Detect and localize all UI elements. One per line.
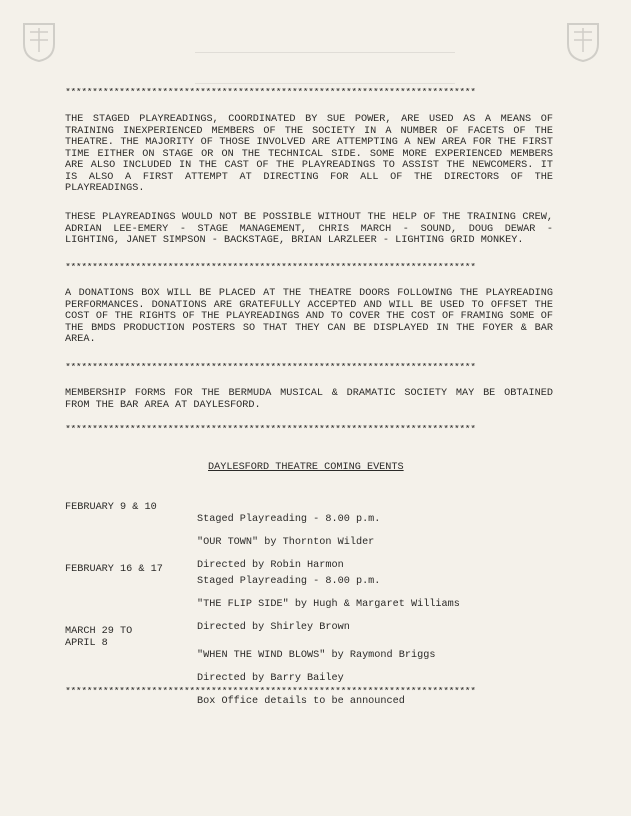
event-date: FEBRUARY 16 & 17 xyxy=(65,564,163,575)
event-line: Staged Playreading - 8.00 p.m. xyxy=(197,575,381,587)
event-line: Box Office details to be announced xyxy=(197,695,405,707)
event-line: Directed by Shirley Brown xyxy=(197,621,350,633)
event-line: "OUR TOWN" by Thornton Wilder xyxy=(197,536,375,548)
paragraph-playreadings: THE STAGED PLAYREADINGS, COORDINATED BY SUE POWER, ARE USED AS A MEANS OF TRAINING INEXPERIENCED MEMBERS OF THE SOCIETY IN A NUMBER OF FACETS OF THE THEATRE. THE MAJORITY OF THOSE INVOLVED ARE ATTEMPTING A NEW AREA FOR THE FIRST TIME EITHER ON STAGE OR ON THE TECHNICAL SIDE. SOME MORE EXPERIENCED MEMBERS ARE ALSO INCLUDED IN THE CAST OF THE PLAYREADINGS TO ASSIST THE NEWCOMERS. IT IS ALSO A FIRST ATTEMPT AT DIRECTING FOR ALL OF THE DIRECTORS OF THE PLAYREADINGS. xyxy=(65,114,560,194)
event-line: Staged Playreading - 8.00 p.m. xyxy=(197,513,381,525)
event-date: MARCH 29 TO APRIL 8 xyxy=(65,626,133,649)
event-date: FEBRUARY 9 & 10 xyxy=(65,502,157,513)
paragraph-donations: A DONATIONS BOX WILL BE PLACED AT THE THEATRE DOORS FOLLOWING THE PLAYREADING PERFORMANCES. DONATIONS ARE GRATEFULLY ACCEPTED AND WILL BE USED TO OFFSET THE COST OF THE RIGHTS OF THE PLAYREADINGS AND TO COVER THE COST OF FRAMING SOME OF THE BMDS PRODUCTION POSTERS SO THAT THEY CAN BE DISPLAYED IN THE FOYER & BAR AREA. xyxy=(65,288,560,345)
paragraph-membership: MEMBERSHIP FORMS FOR THE BERMUDA MUSICAL & DRAMATIC SOCIETY MAY BE OBTAINED FROM THE BAR AREA AT DAYLESFORD. xyxy=(65,388,560,411)
event-line: Directed by Barry Bailey xyxy=(197,672,344,684)
event-line: Directed by Robin Harmon xyxy=(197,559,344,571)
separator-3: **************************************************************************** xyxy=(65,363,476,374)
separator-1: **************************************************************************** xyxy=(65,88,476,99)
crest-right-icon xyxy=(566,22,600,62)
event-details xyxy=(197,564,537,645)
separator-4: **************************************************************************** xyxy=(65,425,476,436)
event-details xyxy=(197,638,537,719)
separator-5: **************************************************************************** xyxy=(65,687,476,698)
separator-2: **************************************************************************** xyxy=(65,263,476,274)
paragraph-training-crew: THESE PLAYREADINGS WOULD NOT BE POSSIBLE WITHOUT THE HELP OF THE TRAINING CREW, ADRIAN LEE-EMERY - STAGE MANAGEMENT, CHRIS MARCH - SOUND, DOUG DEWAR - LIGHTING, JANET SIMPSON - BACKSTAGE, BRIAN LARZLEER - LIGHTING GRID MONKEY. xyxy=(65,212,560,246)
bleed-through-heading xyxy=(195,52,455,84)
event-line: "WHEN THE WIND BLOWS" by Raymond Briggs xyxy=(197,649,436,661)
crest-left-icon xyxy=(22,22,56,62)
events-title: DAYLESFORD THEATRE COMING EVENTS xyxy=(208,462,404,473)
event-line: "THE FLIP SIDE" by Hugh & Margaret Williams xyxy=(197,598,460,610)
